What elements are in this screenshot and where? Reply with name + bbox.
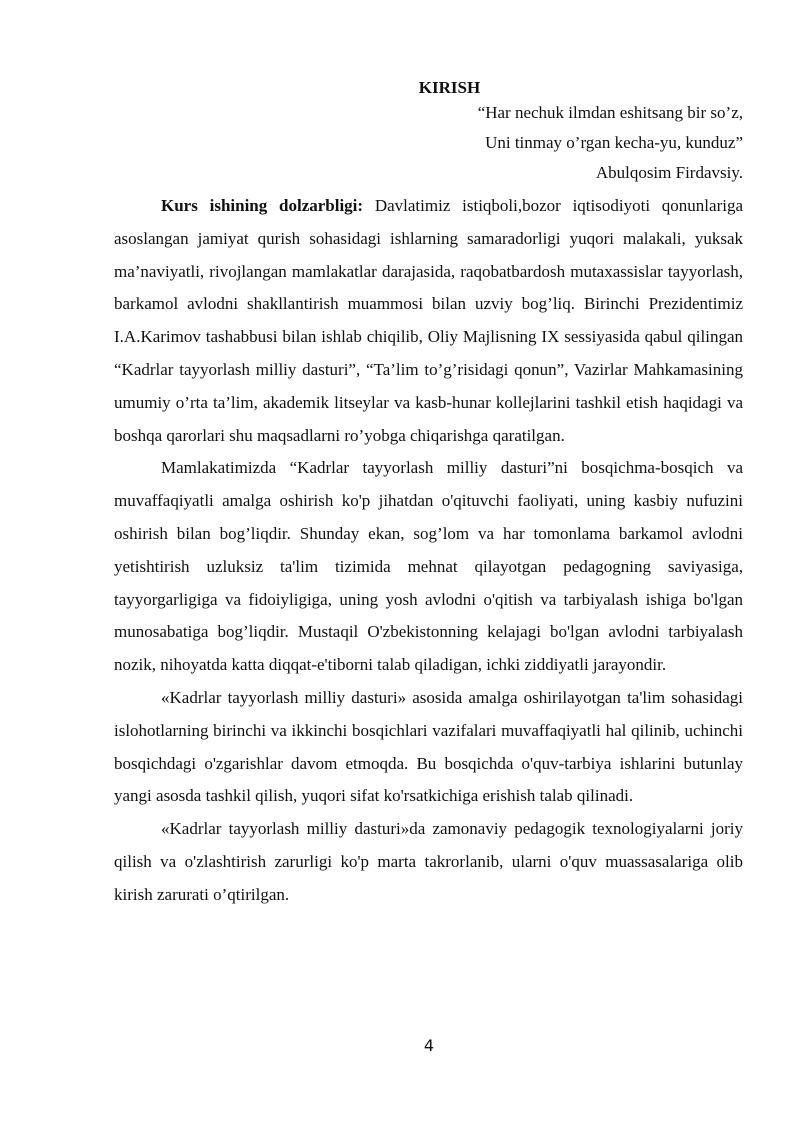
epigraph xyxy=(114,98,743,188)
page-number: 4 xyxy=(423,1036,435,1055)
paragraph-3: «Kadrlar tayyorlash milliy dasturi» asosida amalga oshirilayotgan ta'lim sohasidagi islohotlarning birinchi va ikkinchi bosqichlari vazifalari muvaffaqiyatli hal qilinib, uchinchi bosqichdagi o'zgarishlar davom etmoqda. Bu bosqichda o'quv-tarbiya ishlarini butunlay yangi asosda tashkil qilish, yuqori sifat ko'rsatkichiga erishish talab qilinadi. xyxy=(114,687,743,806)
epigraph-line-1: “Har nechuk ilmdan eshitsang bir so’z, xyxy=(477,103,743,122)
paragraph-lead: Kurs ishining dolzarbligi: xyxy=(161,196,364,215)
epigraph-line-2: Uni tinmay o’rgan kecha-yu, kunduz” xyxy=(485,133,743,152)
paragraph-text: Davlatimiz istiqboli,bozor iqtisodiyoti qonunlariga asoslangan jamiyat qurish sohasidagi ishlarning samaradorligi yuqori malakali, yuksak ma’naviyatli, rivojlangan mamlakatlar darajasida, raqobatbardosh mutaxassislar tayyorlash, barkamol avlodni shakllantirish muammosi bilan uzviy bog’liq. Birinchi Prezidentimiz I.A.Karimov tashabbusi bilan ishlab chiqilib, Oliy Majlisning IX sessiyasida qabul qilingan “Kadrlar tayyorlash milliy dasturi”, “Ta’lim to’g’risidagi qonun”, Vazirlar Mahkamasining umumiy o’rta ta’lim, akademik litseylar va kasb-hunar kollejlarini tashkil etish haqidagi va boshqa qarorlari shu maqsadlarni ro’yobga chiqarishga qaratilgan. xyxy=(114,196,743,445)
paragraph-relevance xyxy=(114,190,743,452)
section-title: KIRISH xyxy=(418,78,481,97)
document-page xyxy=(114,78,743,912)
paragraph-4: «Kadrlar tayyorlash milliy dasturi»da zamonaviy pedagogik texnologiyalarni joriy qilish va o'zlashtirish zarurligi ko'p marta takrorlanib, ularni o'quv muassasalariga olib kirish zarurati o’qtirilgan. xyxy=(114,819,743,904)
paragraph-2: Mamlakatimizda “Kadrlar tayyorlash milliy dasturi”ni bosqichma-bosqich va muvaffaqiyatli amalga oshirish ko'p jihatdan o'qituvchi faoliyati, uning kasbiy nufuzini oshirish bilan bog’liqdir. Shunday ekan, sog’lom va har tomonlama barkamol avlodni yetishtirish uzluksiz ta'lim tizimida mehnat qilayotgan pedagogning saviyasiga, tayyorgarligiga va fidoiyligiga, uning yosh avlodni o'qitish va tarbiyalash ishiga bo'lgan munosabatiga bog’liqdir. Mustaqil O'zbekistonning kelajagi bo'lgan avlodni tarbiyalash nozik, nihoyatda katta diqqat-e'tiborni talab qiladigan, ichki ziddiyatli jarayondir. xyxy=(114,458,743,675)
epigraph-author: Abulqosim Firdavsiy. xyxy=(595,163,743,182)
